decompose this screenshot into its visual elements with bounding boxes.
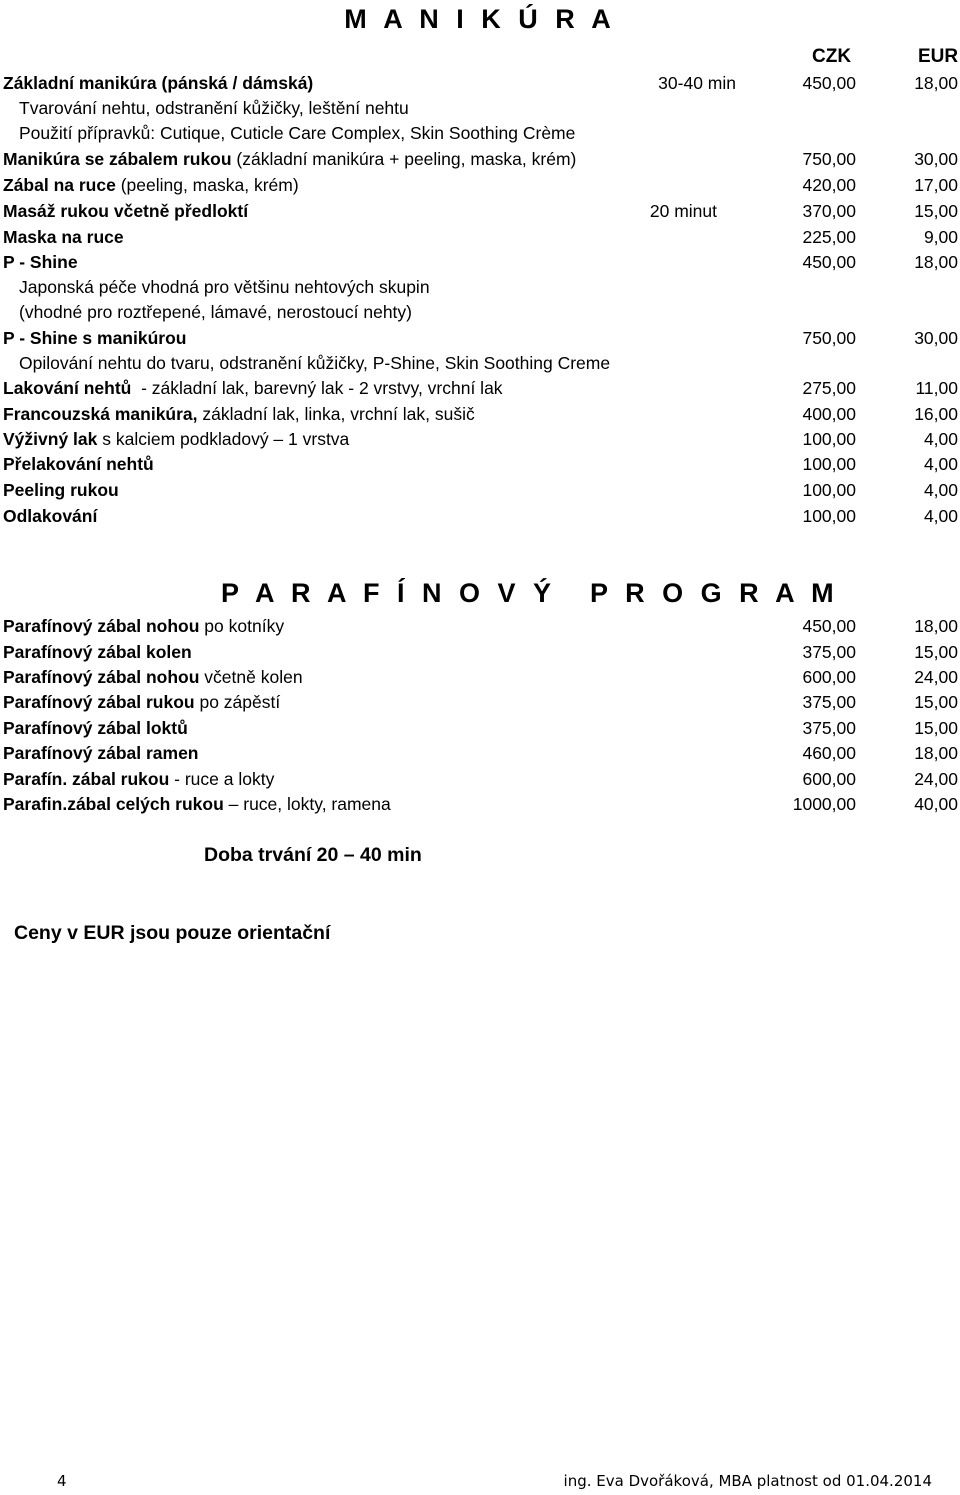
service-label — [19, 275, 430, 299]
price-eur: 15,00 — [914, 642, 958, 662]
service-duration: 20 minut — [649, 201, 717, 221]
price-czk: 225,00 — [802, 227, 856, 247]
price-eur: 18,00 — [914, 743, 958, 763]
service-label — [3, 614, 284, 638]
price-eur: 18,00 — [914, 252, 958, 272]
service-label — [3, 767, 274, 791]
service-label — [3, 741, 199, 765]
column-header-eur: EUR — [918, 46, 959, 67]
price-row — [0, 250, 960, 274]
price-row — [0, 741, 960, 765]
service-name: Maska na ruce — [3, 227, 124, 247]
price-row — [0, 614, 960, 638]
parafin-title-word2: P R O G R A M — [590, 578, 839, 608]
service-label — [19, 351, 610, 375]
service-description: (základní manikúra + peeling, maska, krém) — [231, 149, 577, 169]
price-row — [0, 173, 960, 197]
price-eur: 24,00 — [914, 769, 958, 789]
price-row — [0, 640, 960, 664]
price-eur: 18,00 — [914, 616, 958, 636]
price-czk: 100,00 — [802, 454, 856, 474]
service-description: – ruce, lokty, ramena — [223, 794, 391, 814]
price-eur: 15,00 — [914, 692, 958, 712]
price-row — [0, 376, 960, 400]
price-eur: 15,00 — [914, 718, 958, 738]
price-czk: 370,00 — [802, 201, 856, 221]
price-row — [0, 402, 960, 426]
price-czk: 1000,00 — [792, 794, 856, 814]
price-row — [0, 427, 960, 451]
service-label — [3, 478, 119, 502]
service-label — [3, 225, 124, 249]
price-czk: 100,00 — [802, 506, 856, 526]
service-description: - ruce a lokty — [169, 769, 275, 789]
service-label — [3, 792, 391, 816]
price-eur: 4,00 — [923, 429, 958, 449]
duration-note: Doba trvání 20 – 40 min — [204, 844, 422, 866]
price-row — [0, 792, 960, 816]
service-label — [3, 452, 154, 476]
service-name: Základní manikúra (pánská / dámská) — [3, 73, 314, 93]
service-name: Manikúra se zábalem rukou — [3, 149, 232, 169]
service-label — [3, 199, 248, 223]
service-name: P - Shine — [3, 252, 78, 272]
service-label — [3, 504, 97, 528]
price-row — [0, 478, 960, 502]
service-description: Tvarování nehtu, odstranění kůžičky, leštění nehtu — [19, 98, 409, 118]
service-name: Parafínový zábal nohou — [3, 616, 200, 636]
service-description: po zápěstí — [194, 692, 281, 712]
price-row — [0, 71, 960, 95]
price-eur: 30,00 — [914, 149, 958, 169]
service-description: s kalciem podkladový – 1 vrstva — [97, 429, 350, 449]
price-czk: 460,00 — [802, 743, 856, 763]
service-description: Opilování nehtu do tvaru, odstranění kůžičky, P-Shine, Skin Soothing Creme — [19, 353, 611, 373]
price-czk: 600,00 — [802, 769, 856, 789]
price-row — [0, 225, 960, 249]
price-row — [0, 504, 960, 528]
service-name: Zábal na ruce — [3, 175, 116, 195]
price-eur: 4,00 — [923, 506, 958, 526]
price-czk: 375,00 — [802, 718, 856, 738]
service-label — [3, 173, 299, 197]
price-eur: 18,00 — [914, 73, 958, 93]
service-label — [3, 250, 78, 274]
footer-author: ing. Eva Dvořáková, MBA platnost od 01.04.2014 — [563, 1472, 932, 1490]
service-label — [3, 640, 192, 664]
page-number: 4 — [57, 1472, 67, 1490]
service-name: Parafínový zábal kolen — [3, 642, 192, 662]
column-header-czk: CZK — [812, 46, 852, 67]
price-row — [0, 665, 960, 689]
service-label — [3, 147, 576, 171]
service-name: Parafínový zábal loktů — [3, 718, 188, 738]
service-description: včetně kolen — [199, 667, 303, 687]
price-row — [0, 767, 960, 791]
service-description: (peeling, maska, krém) — [115, 175, 299, 195]
price-eur: 4,00 — [923, 480, 958, 500]
price-eur: 15,00 — [914, 201, 958, 221]
price-czk: 450,00 — [802, 252, 856, 272]
price-czk: 375,00 — [802, 642, 856, 662]
service-label — [3, 716, 188, 740]
price-czk: 750,00 — [802, 149, 856, 169]
service-label — [3, 690, 280, 714]
price-row — [0, 199, 960, 223]
service-name: Parafin.zábal celých rukou — [3, 794, 224, 814]
service-description: po kotníky — [199, 616, 285, 636]
parafin-title-word1: P A R A F Í N O V Ý — [221, 578, 557, 608]
service-label — [19, 121, 575, 145]
price-row — [0, 716, 960, 740]
price-eur: 24,00 — [914, 667, 958, 687]
price-eur: 4,00 — [923, 454, 958, 474]
service-name: Parafínový zábal ramen — [3, 743, 199, 763]
service-description: základní lak, linka, vrchní lak, sušič — [197, 404, 475, 424]
service-name: Francouzská manikúra, — [3, 404, 198, 424]
service-name: Peeling rukou — [3, 480, 119, 500]
service-name: Parafínový zábal nohou — [3, 667, 200, 687]
price-eur: 9,00 — [923, 227, 958, 247]
service-name: Lakování nehtů — [3, 378, 132, 398]
service-name: Výživný lak — [3, 429, 98, 449]
price-czk: 100,00 — [802, 480, 856, 500]
price-czk: 100,00 — [802, 429, 856, 449]
service-description: Použití přípravků: Cutique, Cuticle Care Complex, Skin Soothing Crème — [19, 123, 576, 143]
price-czk: 275,00 — [802, 378, 856, 398]
service-duration: 30-40 min — [658, 73, 736, 93]
price-eur: 30,00 — [914, 328, 958, 348]
service-label — [3, 376, 503, 400]
parafin-title — [221, 578, 839, 609]
price-row — [0, 275, 960, 299]
price-row — [0, 121, 960, 145]
price-row — [0, 147, 960, 171]
service-label — [3, 427, 349, 451]
service-label — [19, 300, 412, 324]
price-czk: 450,00 — [802, 73, 856, 93]
service-description: - základní lak, barevný lak - 2 vrstvy, vrchní lak — [131, 378, 503, 398]
price-eur: 40,00 — [914, 794, 958, 814]
price-czk: 400,00 — [802, 404, 856, 424]
service-name: P - Shine s manikúrou — [3, 328, 187, 348]
service-label — [3, 326, 186, 350]
price-czk: 375,00 — [802, 692, 856, 712]
price-row — [0, 326, 960, 350]
price-row — [0, 96, 960, 120]
eur-note: Ceny v EUR jsou pouze orientační — [14, 922, 331, 944]
service-description: Japonská péče vhodná pro většinu nehtových skupin — [19, 277, 430, 297]
price-czk: 600,00 — [802, 667, 856, 687]
service-label — [3, 665, 303, 689]
service-description: (vhodné pro roztřepené, lámavé, nerostoucí nehty) — [19, 302, 412, 322]
service-name: Parafínový zábal rukou — [3, 692, 195, 712]
price-czk: 420,00 — [802, 175, 856, 195]
price-row — [0, 690, 960, 714]
price-row — [0, 452, 960, 476]
price-czk: 750,00 — [802, 328, 856, 348]
price-eur: 17,00 — [914, 175, 958, 195]
service-name: Odlakování — [3, 506, 98, 526]
price-czk: 450,00 — [802, 616, 856, 636]
service-label — [19, 96, 409, 120]
manikura-title: M A N I K Ú R A — [344, 4, 616, 34]
price-eur: 16,00 — [914, 404, 958, 424]
service-name: Masáž rukou včetně předloktí — [3, 201, 249, 221]
service-label — [3, 71, 313, 95]
service-name: Přelakování nehtů — [3, 454, 154, 474]
price-eur: 11,00 — [915, 378, 958, 398]
service-label — [3, 402, 475, 426]
price-row — [0, 351, 960, 375]
price-row — [0, 300, 960, 324]
service-name: Parafín. zábal rukou — [3, 769, 170, 789]
